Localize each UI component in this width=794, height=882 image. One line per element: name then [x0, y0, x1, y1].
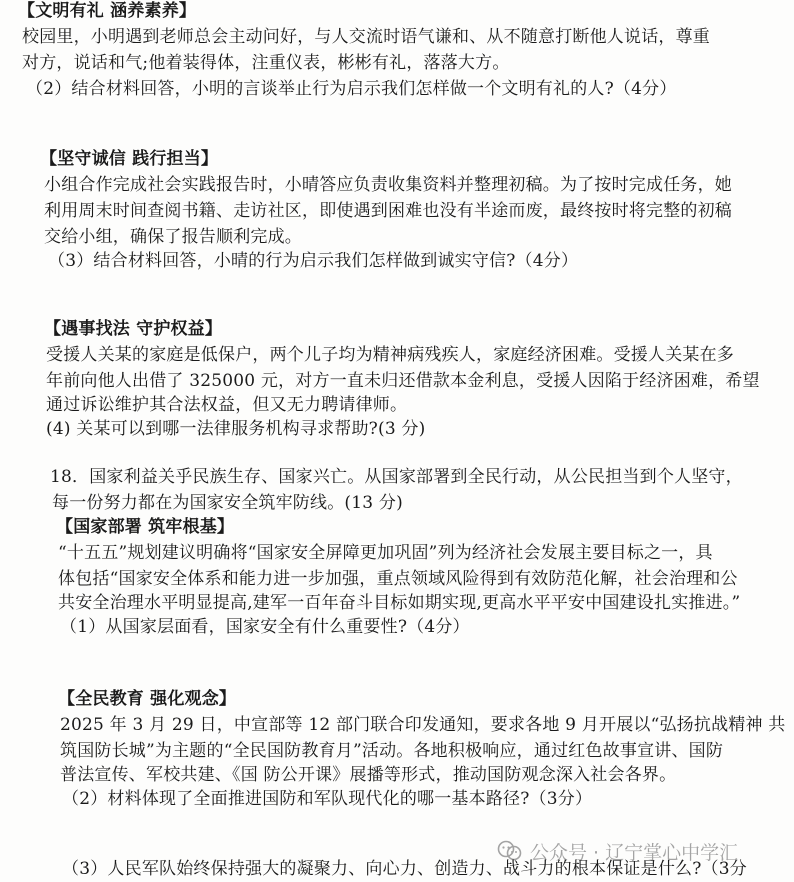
section-heading-integrity: 【坚守诚信 践行担当】 [40, 149, 219, 169]
material-line: 受援人关某的家庭是低保户，两个儿子均为精神病残疾人，家庭经济困难。受援人关某在多 [46, 345, 734, 365]
question-3-integrity: （3）结合材料回答，小晴的行为启示我们怎样做到诚实守信?（4分） [48, 251, 579, 271]
section-heading-rights: 【遇事找法 守护权益】 [44, 319, 223, 339]
material-line: 普法宣传、军校共建、《国 防公开课》展播等形式，推动国防观念深入社会各界。 [60, 765, 677, 785]
material-line: 校园里，小明遇到老师总会主动问好，与人交流时语气谦和、从不随意打断他人说话，尊重 [22, 27, 710, 47]
question-18-intro: 18．国家利益关乎民族生存、国家兴亡。从国家部署到全民行动，从公民担当到个人坚守， [50, 467, 743, 487]
question-1-deployment: （1）从国家层面看，国家安全有什么重要性?（4分） [60, 617, 470, 637]
material-line: 利用周末时间查阅书籍、走访社区，即使遇到困难也没有半途而废，最终按时将完整的初稿 [44, 201, 732, 221]
section-heading-deployment: 【国家部署 筑牢根基】 [56, 517, 235, 537]
material-line: 对方，说话和气;他着装得体，注重仪表，彬彬有礼，落落大方。 [22, 53, 510, 73]
material-line: 年前向他人出借了 325000 元，对方一直未归还借款本金利息，受援人因陷于经济困难，希望 [46, 371, 760, 391]
question-2-civility: （2）结合材料回答，小明的言谈举止行为启示我们怎样做一个文明有礼的人?（4分） [26, 79, 677, 99]
material-line: 小组合作完成社会实践报告时，小晴答应负责收集资料并整理初稿。为了按时完成任务，她 [44, 175, 732, 195]
question-4-rights: (4) 关某可以到哪一法律服务机构寻求帮助?(3 分) [46, 419, 426, 439]
material-line: 2025 年 3 月 29 日，中宣部等 12 部门联合印发通知，要求各地 9 月开展以“弘扬抗战精神 共 [60, 715, 786, 735]
material-line: 通过诉讼维护其合法权益，但又无力聘请律师。 [46, 395, 408, 415]
material-line: 体包括“国家安全体系和能力进一步加强，重点领域风险得到有效防范化解，社会治理和公 [58, 569, 738, 589]
watermark-text: 公众号 · 辽宁掌心中学汇 [530, 841, 739, 864]
section-heading-civility: 【文明有礼 涵养素养】 [18, 1, 197, 21]
section-heading-education: 【全民教育 强化观念】 [58, 689, 237, 709]
material-line: “十五五”规划建议明确将“国家安全屏障更加巩固”列为经济社会发展主要目标之一，具 [58, 543, 713, 563]
material-line: 交给小组，确保了报告顺利完成。 [44, 227, 302, 247]
question-18-intro: 每一份努力都在为国家安全筑牢防线。(13 分) [52, 493, 403, 513]
question-2-education: （2）材料体现了全面推进国防和军队现代化的哪一基本路径?（3分） [62, 789, 593, 809]
material-line: 共安全治理水平明显提高,建军一百年奋斗目标如期实现,更高水平平安中国建设扎实推进。” [58, 593, 741, 613]
material-line: 筑国防长城”为主题的“全民国防教育月”活动。各地积极响应，通过红色故事宣讲、国防 [60, 741, 724, 761]
question-3-army: （3）人民军队始终保持强大的凝聚力、向心力、创造力、战斗力的根本保证是什么?（3分 [62, 859, 747, 879]
